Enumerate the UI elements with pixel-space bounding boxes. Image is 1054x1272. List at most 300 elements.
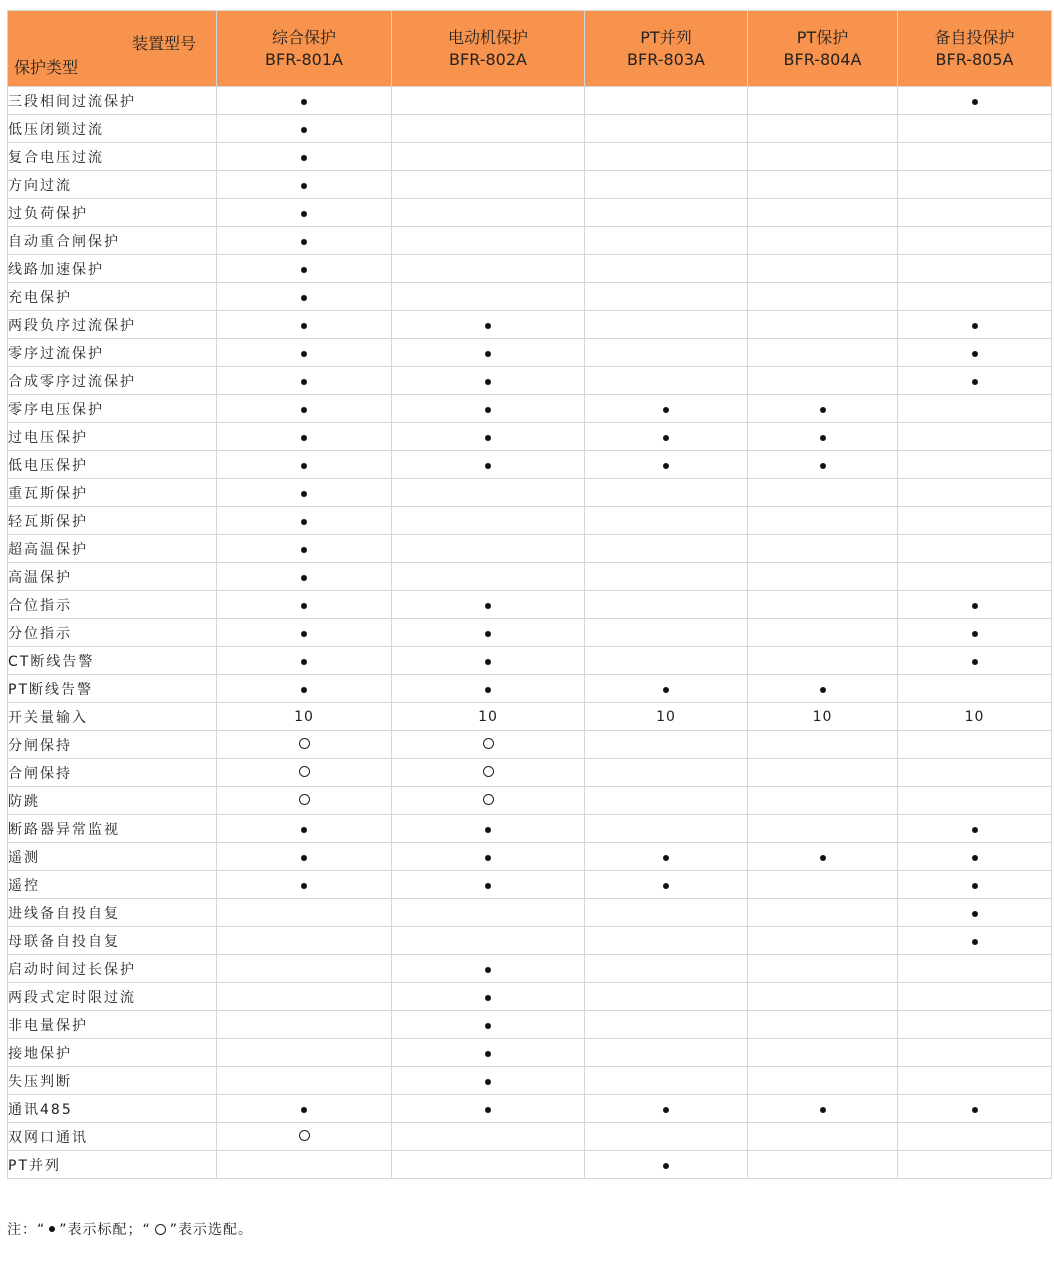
- support-cell: [585, 87, 748, 115]
- table-row: [8, 339, 1052, 367]
- support-cell: [585, 927, 748, 955]
- filled-dot-icon: [663, 883, 669, 889]
- support-cell: [898, 703, 1052, 731]
- support-cell: [898, 143, 1052, 171]
- filled-dot-icon: [485, 855, 491, 861]
- table-row: [8, 843, 1052, 871]
- feature-name-cell: 零序电压保护: [8, 395, 217, 423]
- support-cell: [898, 927, 1052, 955]
- support-cell: [748, 1011, 898, 1039]
- support-cell: [748, 955, 898, 983]
- support-cell: [585, 731, 748, 759]
- support-cell: [392, 143, 585, 171]
- support-cell: [392, 339, 585, 367]
- header-col-801a: [217, 11, 392, 87]
- feature-name-cell: PT断线告警: [8, 675, 217, 703]
- support-cell: [217, 199, 392, 227]
- support-cell: [392, 871, 585, 899]
- hollow-circle-icon: [299, 766, 310, 777]
- support-cell: [392, 1123, 585, 1151]
- support-cell: [217, 675, 392, 703]
- filled-dot-icon: [485, 323, 491, 329]
- support-cell: [748, 787, 898, 815]
- support-cell: [898, 647, 1052, 675]
- support-cell: [392, 1039, 585, 1067]
- support-cell: [898, 1095, 1052, 1123]
- table-row: [8, 1039, 1052, 1067]
- filled-dot-icon: [301, 211, 307, 217]
- support-cell: [898, 675, 1052, 703]
- support-cell: [217, 395, 392, 423]
- support-cell: [217, 759, 392, 787]
- filled-dot-icon: [301, 295, 307, 301]
- support-cell: [217, 87, 392, 115]
- filled-dot-icon: [301, 351, 307, 357]
- table-row: [8, 983, 1052, 1011]
- support-cell: [585, 1067, 748, 1095]
- support-cell: [898, 451, 1052, 479]
- feature-name-cell: 充电保护: [8, 283, 217, 311]
- support-cell: [748, 1067, 898, 1095]
- filled-dot-icon: [301, 575, 307, 581]
- filled-dot-icon: [301, 491, 307, 497]
- table-row: [8, 1095, 1052, 1123]
- filled-dot-icon: [972, 99, 978, 105]
- support-cell: [748, 731, 898, 759]
- feature-name-cell: 开关量输入: [8, 703, 217, 731]
- filled-dot-icon: [485, 1051, 491, 1057]
- feature-name-cell: 合成零序过流保护: [8, 367, 217, 395]
- table-row: [8, 955, 1052, 983]
- filled-dot-icon: [663, 1163, 669, 1169]
- hollow-circle-icon: [299, 1130, 310, 1141]
- table-row: [8, 367, 1052, 395]
- filled-dot-icon: [301, 603, 307, 609]
- support-cell: [392, 927, 585, 955]
- support-cell: [748, 563, 898, 591]
- filled-dot-icon: [301, 379, 307, 385]
- support-cell: [392, 759, 585, 787]
- input-count: 10: [294, 708, 314, 725]
- filled-dot-icon: [820, 687, 826, 693]
- filled-dot-icon: [485, 827, 491, 833]
- feature-name-cell: 非电量保护: [8, 1011, 217, 1039]
- table-row: [8, 535, 1052, 563]
- support-cell: [392, 815, 585, 843]
- feature-name-cell: 轻瓦斯保护: [8, 507, 217, 535]
- hollow-circle-icon: [483, 766, 494, 777]
- support-cell: [585, 255, 748, 283]
- filled-dot-icon: [485, 407, 491, 413]
- support-cell: [898, 619, 1052, 647]
- support-cell: [217, 367, 392, 395]
- support-cell: [392, 451, 585, 479]
- feature-name-cell: 接地保护: [8, 1039, 217, 1067]
- support-cell: [748, 507, 898, 535]
- support-cell: [585, 871, 748, 899]
- support-cell: [585, 1011, 748, 1039]
- support-cell: [392, 899, 585, 927]
- support-cell: [217, 423, 392, 451]
- support-cell: [898, 563, 1052, 591]
- support-cell: [585, 143, 748, 171]
- support-cell: [392, 731, 585, 759]
- support-cell: [748, 899, 898, 927]
- support-cell: [217, 339, 392, 367]
- header-col-802a: [392, 11, 585, 87]
- support-cell: [392, 983, 585, 1011]
- support-cell: [748, 703, 898, 731]
- support-cell: [392, 843, 585, 871]
- support-cell: [217, 563, 392, 591]
- table-row: [8, 395, 1052, 423]
- support-cell: [585, 591, 748, 619]
- filled-dot-icon: [663, 855, 669, 861]
- filled-dot-icon: [485, 603, 491, 609]
- filled-dot-icon: [485, 883, 491, 889]
- feature-name-cell: 失压判断: [8, 1067, 217, 1095]
- input-count: 10: [656, 708, 676, 725]
- feature-name-cell: 线路加速保护: [8, 255, 217, 283]
- support-cell: [217, 787, 392, 815]
- support-cell: [748, 871, 898, 899]
- support-cell: [217, 535, 392, 563]
- support-cell: [748, 843, 898, 871]
- support-cell: [392, 787, 585, 815]
- support-cell: [585, 703, 748, 731]
- filled-dot-icon: [972, 659, 978, 665]
- support-cell: [392, 227, 585, 255]
- table-row: [8, 199, 1052, 227]
- filled-dot-icon: [663, 687, 669, 693]
- footnote-opt-text: ”表示选配。: [169, 1222, 254, 1238]
- table-row: [8, 507, 1052, 535]
- table-row: [8, 87, 1052, 115]
- support-cell: [898, 1151, 1052, 1179]
- table-row: [8, 591, 1052, 619]
- feature-name-cell: 重瓦斯保护: [8, 479, 217, 507]
- filled-dot-icon: [972, 631, 978, 637]
- feature-name-cell: 方向过流: [8, 171, 217, 199]
- filled-dot-icon: [820, 1107, 826, 1113]
- hollow-circle-icon: [155, 1224, 166, 1235]
- support-cell: [585, 983, 748, 1011]
- support-cell: [217, 115, 392, 143]
- feature-name-cell: 复合电压过流: [8, 143, 217, 171]
- filled-dot-icon: [663, 435, 669, 441]
- filled-dot-icon: [485, 1023, 491, 1029]
- support-cell: [392, 675, 585, 703]
- support-cell: [898, 87, 1052, 115]
- column-model: BFR-805A: [935, 49, 1014, 69]
- support-cell: [392, 507, 585, 535]
- column-model: BFR-801A: [265, 49, 343, 69]
- filled-dot-icon: [301, 883, 307, 889]
- support-cell: [898, 731, 1052, 759]
- support-cell: [898, 479, 1052, 507]
- feature-name-cell: PT并列: [8, 1151, 217, 1179]
- table-row: [8, 479, 1052, 507]
- table-row: [8, 171, 1052, 199]
- filled-dot-icon: [663, 407, 669, 413]
- column-name: 电动机保护: [447, 27, 528, 47]
- support-cell: [392, 87, 585, 115]
- filled-dot-icon: [972, 603, 978, 609]
- table-row: [8, 1067, 1052, 1095]
- support-cell: [217, 619, 392, 647]
- feature-name-cell: 两段式定时限过流: [8, 983, 217, 1011]
- feature-name-cell: 防跳: [8, 787, 217, 815]
- support-cell: [898, 283, 1052, 311]
- support-cell: [898, 367, 1052, 395]
- support-cell: [748, 983, 898, 1011]
- support-cell: [748, 255, 898, 283]
- support-cell: [217, 1011, 392, 1039]
- support-cell: [392, 1011, 585, 1039]
- support-cell: [748, 423, 898, 451]
- support-cell: [392, 283, 585, 311]
- filled-dot-icon: [485, 995, 491, 1001]
- support-cell: [898, 423, 1052, 451]
- support-cell: [898, 171, 1052, 199]
- feature-name-cell: 通讯485: [8, 1095, 217, 1123]
- support-cell: [748, 535, 898, 563]
- support-cell: [217, 171, 392, 199]
- support-cell: [748, 1039, 898, 1067]
- support-cell: [217, 143, 392, 171]
- table-row: [8, 1011, 1052, 1039]
- support-cell: [748, 759, 898, 787]
- filled-dot-icon: [972, 323, 978, 329]
- filled-dot-icon: [972, 1107, 978, 1113]
- filled-dot-icon: [485, 687, 491, 693]
- feature-name-cell: 合闸保持: [8, 759, 217, 787]
- table-row: [8, 563, 1052, 591]
- support-cell: [898, 787, 1052, 815]
- support-cell: [585, 311, 748, 339]
- support-cell: [898, 871, 1052, 899]
- table-row: [8, 283, 1052, 311]
- support-cell: [748, 675, 898, 703]
- filled-dot-icon: [485, 351, 491, 357]
- filled-dot-icon: [301, 323, 307, 329]
- table-row: [8, 115, 1052, 143]
- support-cell: [217, 647, 392, 675]
- support-cell: [585, 423, 748, 451]
- filled-dot-icon: [485, 967, 491, 973]
- support-cell: [392, 395, 585, 423]
- filled-dot-icon: [301, 99, 307, 105]
- hollow-circle-icon: [483, 738, 494, 749]
- table-row: [8, 787, 1052, 815]
- support-cell: [748, 367, 898, 395]
- filled-dot-icon: [301, 155, 307, 161]
- support-cell: [217, 899, 392, 927]
- support-cell: [898, 311, 1052, 339]
- support-cell: [585, 451, 748, 479]
- support-cell: [748, 479, 898, 507]
- support-cell: [392, 535, 585, 563]
- support-cell: [392, 423, 585, 451]
- filled-dot-icon: [301, 183, 307, 189]
- protection-spec-table: [7, 10, 1052, 1179]
- filled-dot-icon: [972, 911, 978, 917]
- header-row: [8, 11, 1052, 87]
- filled-dot-icon: [972, 883, 978, 889]
- support-cell: [217, 731, 392, 759]
- support-cell: [585, 171, 748, 199]
- support-cell: [898, 983, 1052, 1011]
- filled-dot-icon: [820, 855, 826, 861]
- table-row: [8, 899, 1052, 927]
- support-cell: [585, 507, 748, 535]
- hollow-circle-icon: [483, 794, 494, 805]
- support-cell: [748, 647, 898, 675]
- support-cell: [748, 143, 898, 171]
- filled-dot-icon: [485, 435, 491, 441]
- filled-dot-icon: [485, 659, 491, 665]
- support-cell: [392, 647, 585, 675]
- support-cell: [748, 619, 898, 647]
- support-cell: [392, 1095, 585, 1123]
- feature-name-cell: 超高温保护: [8, 535, 217, 563]
- support-cell: [217, 1039, 392, 1067]
- footnote: [7, 1219, 253, 1239]
- support-cell: [898, 339, 1052, 367]
- support-cell: [748, 199, 898, 227]
- support-cell: [585, 367, 748, 395]
- filled-dot-icon: [301, 127, 307, 133]
- filled-dot-icon: [972, 351, 978, 357]
- column-name: PT并列: [640, 27, 692, 47]
- support-cell: [898, 759, 1052, 787]
- support-cell: [898, 199, 1052, 227]
- feature-name-cell: 自动重合闸保护: [8, 227, 217, 255]
- filled-dot-icon: [301, 855, 307, 861]
- filled-dot-icon: [972, 379, 978, 385]
- feature-name-cell: 遥测: [8, 843, 217, 871]
- support-cell: [585, 339, 748, 367]
- support-cell: [217, 815, 392, 843]
- support-cell: [748, 283, 898, 311]
- filled-dot-icon: [820, 463, 826, 469]
- header-col-803a: [585, 11, 748, 87]
- support-cell: [585, 787, 748, 815]
- feature-name-cell: 零序过流保护: [8, 339, 217, 367]
- table-row: [8, 647, 1052, 675]
- support-cell: [217, 311, 392, 339]
- support-cell: [585, 563, 748, 591]
- support-cell: [898, 255, 1052, 283]
- support-cell: [748, 227, 898, 255]
- support-cell: [217, 955, 392, 983]
- support-cell: [585, 227, 748, 255]
- support-cell: [898, 227, 1052, 255]
- support-cell: [217, 283, 392, 311]
- support-cell: [585, 759, 748, 787]
- feature-name-cell: 分闸保持: [8, 731, 217, 759]
- support-cell: [217, 871, 392, 899]
- support-cell: [217, 983, 392, 1011]
- feature-name-cell: 分位指示: [8, 619, 217, 647]
- support-cell: [585, 283, 748, 311]
- feature-name-cell: 三段相间过流保护: [8, 87, 217, 115]
- support-cell: [898, 115, 1052, 143]
- support-cell: [392, 1151, 585, 1179]
- header-corner-cell: [8, 11, 217, 87]
- support-cell: [748, 451, 898, 479]
- support-cell: [748, 87, 898, 115]
- support-cell: [217, 1151, 392, 1179]
- table-row: [8, 815, 1052, 843]
- feature-name-cell: 双网口通讯: [8, 1123, 217, 1151]
- table-row: [8, 871, 1052, 899]
- table-row: [8, 731, 1052, 759]
- table-row: [8, 311, 1052, 339]
- support-cell: [217, 479, 392, 507]
- filled-dot-icon: [301, 659, 307, 665]
- support-cell: [217, 451, 392, 479]
- filled-dot-icon: [301, 435, 307, 441]
- filled-dot-icon: [485, 1079, 491, 1085]
- support-cell: [898, 815, 1052, 843]
- support-cell: [748, 115, 898, 143]
- support-cell: [898, 955, 1052, 983]
- footnote-prefix: 注：“: [7, 1222, 46, 1238]
- filled-dot-icon: [820, 407, 826, 413]
- filled-dot-icon: [301, 239, 307, 245]
- support-cell: [217, 507, 392, 535]
- input-count: 10: [478, 708, 498, 725]
- support-cell: [217, 1123, 392, 1151]
- support-cell: [585, 955, 748, 983]
- header-col-805a: [898, 11, 1052, 87]
- support-cell: [217, 591, 392, 619]
- support-cell: [898, 591, 1052, 619]
- filled-dot-icon: [485, 463, 491, 469]
- support-cell: [392, 115, 585, 143]
- filled-dot-icon: [301, 267, 307, 273]
- table-row: [8, 1123, 1052, 1151]
- support-cell: [898, 507, 1052, 535]
- feature-name-cell: 启动时间过长保护: [8, 955, 217, 983]
- filled-dot-icon: [301, 1107, 307, 1113]
- filled-dot-icon: [301, 687, 307, 693]
- support-cell: [748, 339, 898, 367]
- support-cell: [585, 675, 748, 703]
- hollow-circle-icon: [299, 738, 310, 749]
- support-cell: [748, 395, 898, 423]
- filled-dot-icon: [820, 435, 826, 441]
- support-cell: [748, 171, 898, 199]
- hollow-circle-icon: [299, 794, 310, 805]
- filled-dot-icon: [49, 1226, 55, 1232]
- support-cell: [217, 927, 392, 955]
- table-row: [8, 227, 1052, 255]
- table-row: [8, 143, 1052, 171]
- filled-dot-icon: [972, 939, 978, 945]
- support-cell: [585, 1123, 748, 1151]
- support-cell: [217, 255, 392, 283]
- table-row: [8, 423, 1052, 451]
- support-cell: [898, 899, 1052, 927]
- feature-name-cell: 低压闭锁过流: [8, 115, 217, 143]
- input-count: 10: [812, 708, 833, 725]
- support-cell: [748, 1151, 898, 1179]
- support-cell: [585, 843, 748, 871]
- support-cell: [748, 927, 898, 955]
- protection-type-label: 保护类型: [14, 58, 79, 77]
